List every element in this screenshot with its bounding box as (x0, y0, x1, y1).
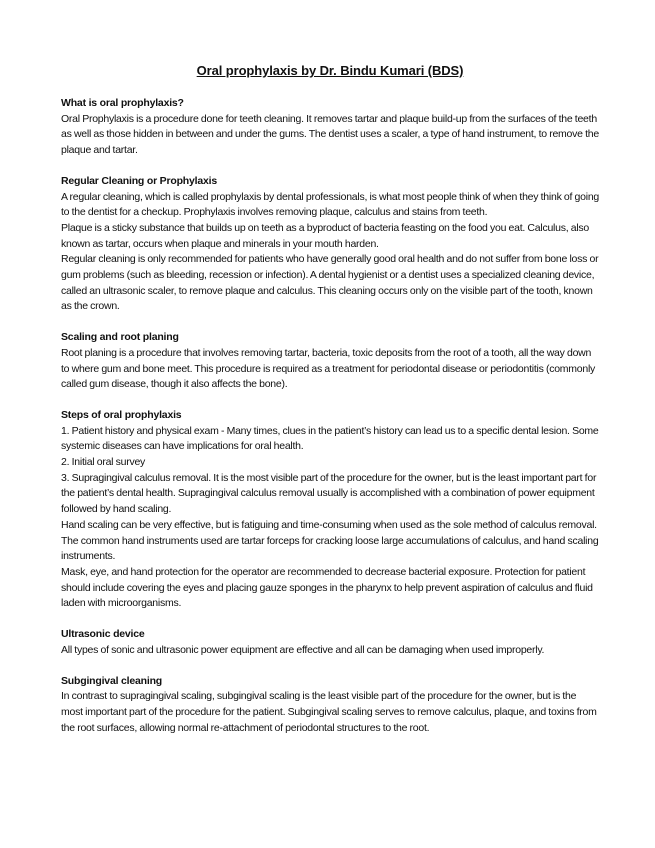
section-paragraph: 2. Initial oral survey (61, 456, 146, 469)
section-paragraph: Oral Prophylaxis is a procedure done for teeth cleaning. It removes tartar and plaque build-up from the surfaces of the teeth as well as those hidden in between and under the gums. The dentist uses a scaler, a type of hand instrument, to remove the plaque and tartar. (61, 112, 599, 157)
section-regular-cleaning (61, 174, 599, 315)
section-paragraph: All types of sonic and ultrasonic power equipment are effective and all can be damaging when used improperly. (61, 643, 545, 656)
section-ultrasonic-device (61, 627, 599, 658)
section-heading: What is oral prophylaxis? (61, 97, 184, 109)
section-paragraph: A regular cleaning, which is called prophylaxis by dental professionals, is what most people think of when they think of going to the dentist for a checkup. Prophylaxis involves removing plaque, calculus and stains from teeth. (61, 190, 599, 219)
section-heading: Ultrasonic device (61, 628, 145, 641)
section-heading: Scaling and root planing (61, 331, 179, 344)
section-paragraph: In contrast to supragingival scaling, subgingival scaling is the least visible part of the procedure for the owner, but is the most important part of the procedure for the patient. Subgingival scaling serves to remove calculus, plaque, and toxins from the root surfaces, allowing normal re-attachment of periodontal structures to the root. (61, 690, 597, 734)
section-paragraph: 1. Patient history and physical exam - Many times, clues in the patient’s history can lead us to a specific dental lesion. Some systemic diseases can have implications for oral health. (61, 424, 599, 453)
section-paragraph: Plaque is a sticky substance that builds up on teeth as a byproduct of bacteria feasting on the food you eat. Calculus, also known as tartar, occurs when plaque and minerals in your mouth harden. (61, 221, 590, 250)
section-paragraph: Hand scaling can be very effective, but is fatiguing and time-consuming when used as the sole method of calculus removal. The common hand instruments used are tartar forceps for cracking loose large accumulations of calculus, and hand scaling instruments. (61, 518, 599, 563)
section-heading: Subgingival cleaning (61, 674, 163, 687)
section-subgingival-cleaning (61, 674, 599, 737)
document-title: Oral prophylaxis by Dr. Bindu Kumari (BDS) (196, 63, 464, 78)
document-page (61, 62, 599, 751)
section-what-is-oral-prophylaxis (61, 96, 599, 159)
section-paragraph: 3. Supragingival calculus removal. It is the most visible part of the procedure for the owner, but is the least important part for the patient’s dental health. Supragingival calculus removal usually is accomplished with a combination of power equipment followed by hand scaling. (61, 471, 597, 516)
section-paragraph: Root planing is a procedure that involves removing tartar, bacteria, toxic deposits from the root of a tooth, all the way down to where gum and bone meet. This procedure is required as a treatment for periodontal disease or periodontitis (commonly called gum disease, though it also affects the bone). (61, 346, 596, 391)
section-steps-of-oral-prophylaxis (61, 408, 599, 612)
section-scaling-root-planing (61, 330, 599, 393)
section-heading: Regular Cleaning or Prophylaxis (61, 174, 218, 187)
section-paragraph: Mask, eye, and hand protection for the operator are recommended to decrease bacterial exposure. Protection for patient should include covering the eyes and placing gauze sponges in the pharynx to help prevent aspiration of calculus and fluid laden with microorganisms. (61, 565, 593, 610)
section-paragraph: Regular cleaning is only recommended for patients who have generally good oral health and do not suffer from bone loss or gum problems (such as bleeding, recession or infection). A dental hygienist or a dentist uses a specialized cleaning device, called an ultrasonic scaler, to remove plaque and calculus. This cleaning occurs only on the visible part of the tooth, known as the crown. (61, 253, 599, 313)
section-heading: Steps of oral prophylaxis (61, 408, 182, 421)
